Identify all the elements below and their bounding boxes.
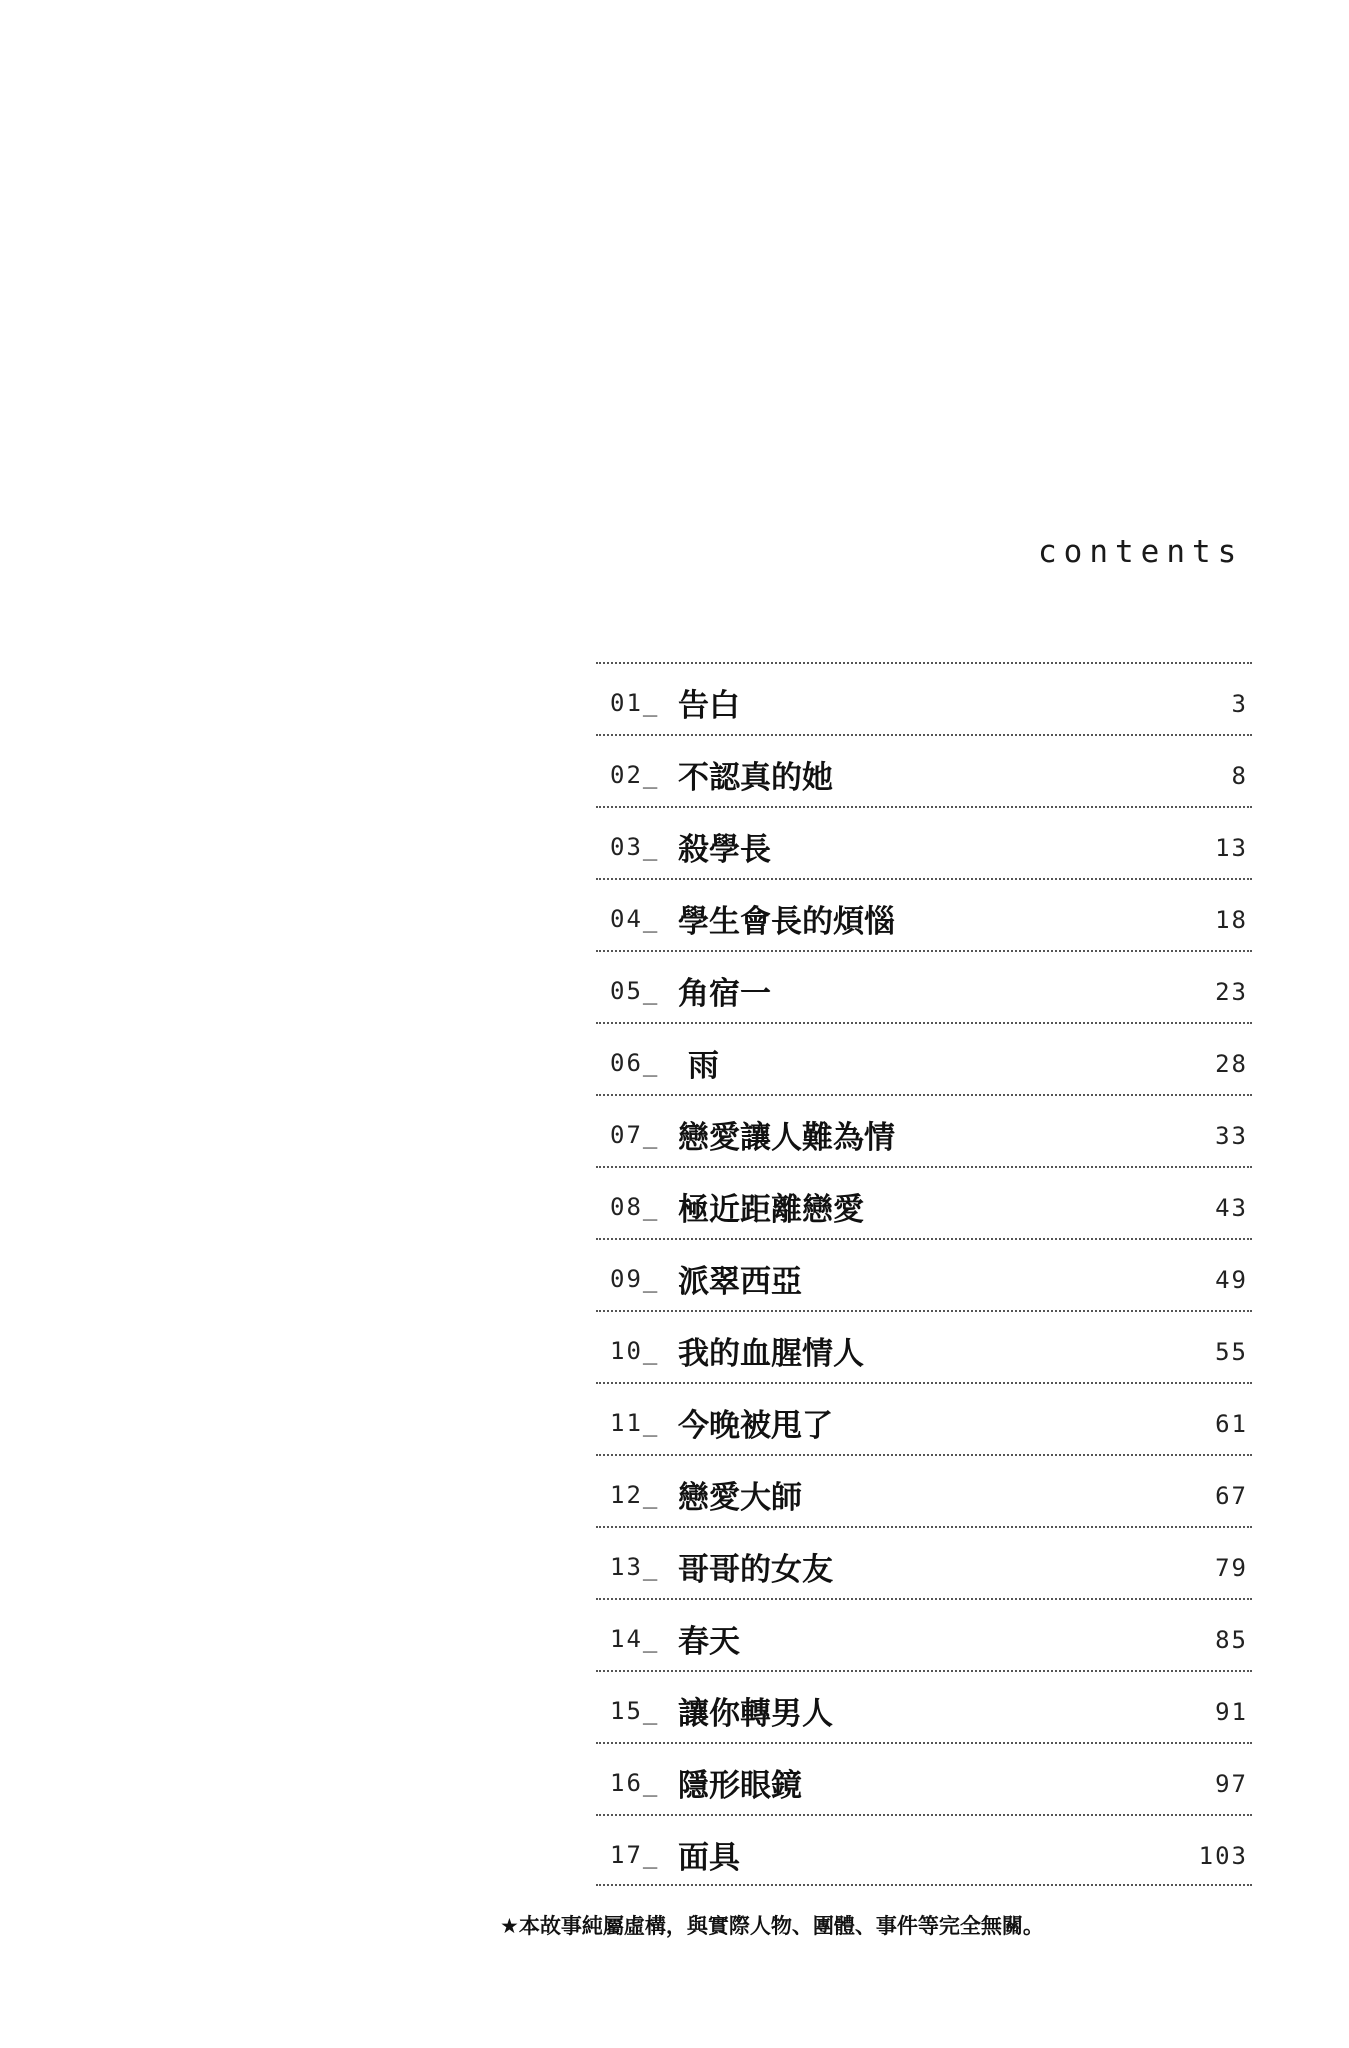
chapter-number: 14_ — [610, 1625, 660, 1653]
toc-entry-10 — [596, 1310, 1252, 1382]
chapter-title: 派翠西亞 — [678, 1264, 802, 1300]
page-number: 28 — [1215, 1050, 1248, 1078]
chapter-title: 面具 — [678, 1840, 740, 1876]
chapter-title: 戀愛大師 — [678, 1480, 802, 1516]
page-number: 33 — [1215, 1122, 1248, 1150]
chapter-title: 隱形眼鏡 — [678, 1768, 802, 1804]
toc-entry-12 — [596, 1454, 1252, 1526]
page-number: 8 — [1231, 762, 1248, 790]
page-number: 13 — [1215, 834, 1248, 862]
toc-entry-15 — [596, 1670, 1252, 1742]
page-number: 79 — [1215, 1554, 1248, 1582]
toc-entry-14 — [596, 1598, 1252, 1670]
chapter-title: 戀愛讓人難為情 — [678, 1120, 895, 1156]
chapter-number: 03_ — [610, 833, 660, 861]
page-number: 103 — [1198, 1842, 1248, 1870]
page-number: 18 — [1215, 906, 1248, 934]
disclaimer-note: ★本故事純屬虛構，與實際人物、團體、事件等完全無關。 — [500, 1914, 1044, 1938]
page-number: 43 — [1215, 1194, 1248, 1222]
chapter-title: 哥哥的女友 — [678, 1552, 833, 1588]
chapter-title: 極近距離戀愛 — [678, 1192, 864, 1228]
toc-entry-02 — [596, 734, 1252, 806]
chapter-title: 學生會長的煩惱 — [678, 904, 895, 940]
toc-entry-07 — [596, 1094, 1252, 1166]
chapter-number: 12_ — [610, 1481, 660, 1509]
chapter-title: 殺學長 — [678, 832, 771, 868]
page-number: 23 — [1215, 978, 1248, 1006]
chapter-title: 不認真的她 — [678, 760, 833, 796]
chapter-number: 17_ — [610, 1841, 660, 1869]
toc-entry-11 — [596, 1382, 1252, 1454]
toc-entry-05 — [596, 950, 1252, 1022]
table-of-contents — [596, 662, 1252, 1886]
page-number: 97 — [1215, 1770, 1248, 1798]
chapter-title: 今晚被甩了 — [678, 1408, 833, 1444]
page-number: 49 — [1215, 1266, 1248, 1294]
page-number: 61 — [1215, 1410, 1248, 1438]
chapter-title: 角宿一 — [678, 976, 771, 1012]
page-number: 85 — [1215, 1626, 1248, 1654]
chapter-number: 09_ — [610, 1265, 660, 1293]
toc-entry-01 — [596, 662, 1252, 734]
page-number: 67 — [1215, 1482, 1248, 1510]
toc-entry-08 — [596, 1166, 1252, 1238]
chapter-title: 告白 — [678, 688, 740, 724]
toc-entry-03 — [596, 806, 1252, 878]
page-number: 3 — [1231, 690, 1248, 718]
chapter-number: 16_ — [610, 1769, 660, 1797]
toc-entry-16 — [596, 1742, 1252, 1814]
toc-entry-13 — [596, 1526, 1252, 1598]
toc-entry-09 — [596, 1238, 1252, 1310]
toc-entry-04 — [596, 878, 1252, 950]
page-number: 91 — [1215, 1698, 1248, 1726]
toc-entry-06 — [596, 1022, 1252, 1094]
chapter-number: 07_ — [610, 1121, 660, 1149]
chapter-number: 01_ — [610, 689, 660, 717]
chapter-number: 10_ — [610, 1337, 660, 1365]
chapter-number: 02_ — [610, 761, 660, 789]
chapter-number: 05_ — [610, 977, 660, 1005]
chapter-number: 15_ — [610, 1697, 660, 1725]
chapter-number: 06_ — [610, 1049, 660, 1077]
page-title: contents — [1038, 534, 1244, 570]
chapter-title: 雨 — [688, 1048, 719, 1084]
chapter-title: 我的血腥情人 — [678, 1336, 864, 1372]
toc-entry-17 — [596, 1814, 1252, 1886]
chapter-title: 春天 — [678, 1624, 740, 1660]
chapter-number: 04_ — [610, 905, 660, 933]
page-number: 55 — [1215, 1338, 1248, 1366]
chapter-title: 讓你轉男人 — [678, 1696, 833, 1732]
chapter-number: 13_ — [610, 1553, 660, 1581]
chapter-number: 11_ — [610, 1409, 660, 1437]
chapter-number: 08_ — [610, 1193, 660, 1221]
